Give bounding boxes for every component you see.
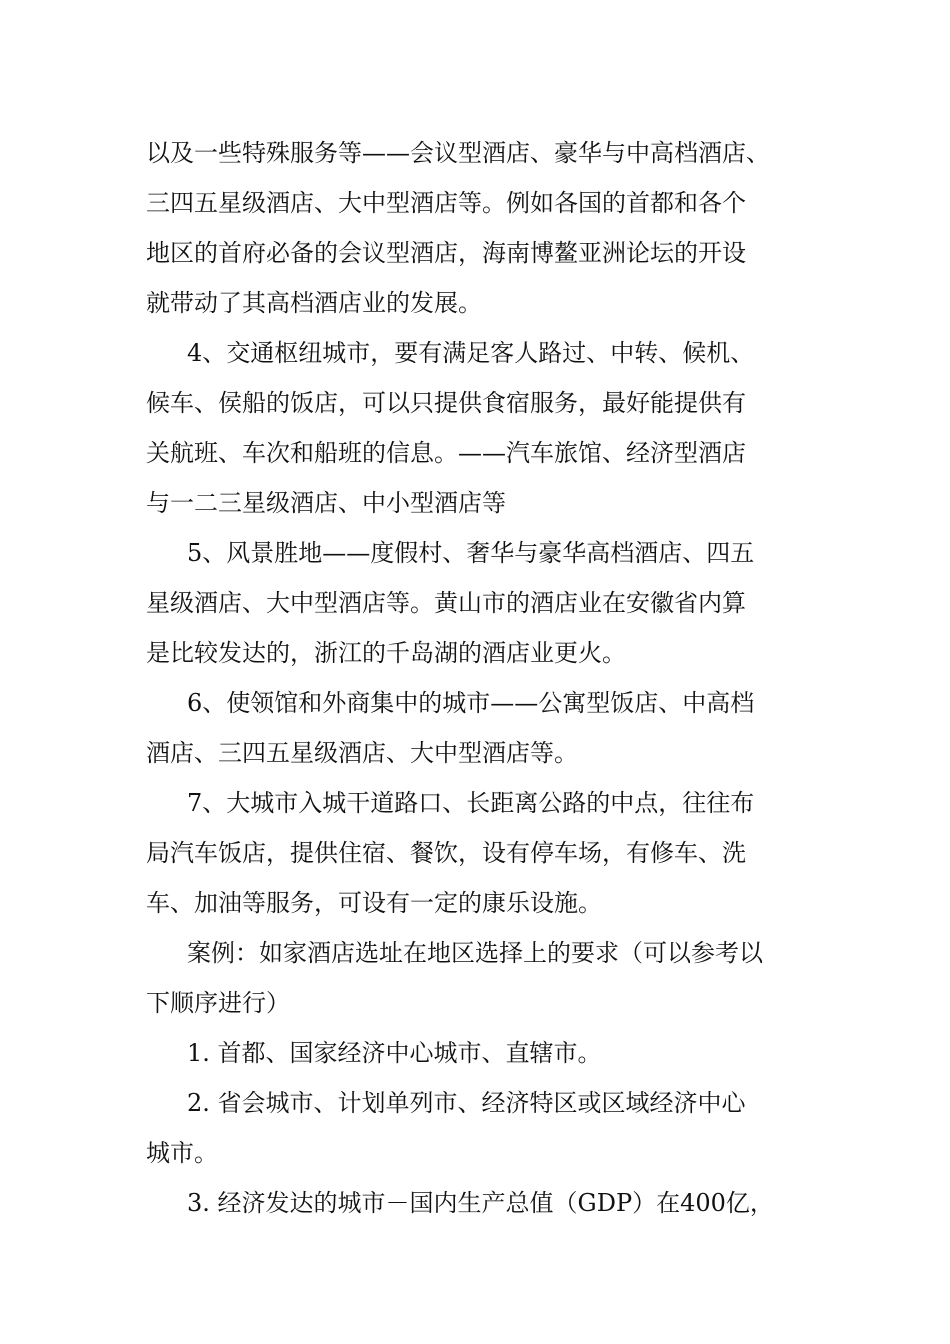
paragraph-line: 5、风景胜地——度假村、奢华与豪华高档酒店、四五 bbox=[187, 539, 755, 567]
paragraph-line: 就带动了其高档酒店业的发展。 bbox=[146, 289, 482, 317]
paragraph-line: 与一二三星级酒店、中小型酒店等 bbox=[146, 489, 506, 517]
paragraph-line: 2. 省会城市、计划单列市、经济特区或区域经济中心 bbox=[187, 1089, 746, 1117]
paragraph-line: 关航班、车次和船班的信息。——汽车旅馆、经济型酒店 bbox=[146, 439, 746, 467]
paragraph-line: 局汽车饭店，提供住宿、餐饮，设有停车场，有修车、洗 bbox=[146, 839, 746, 867]
paragraph-line: 以及一些特殊服务等——会议型酒店、豪华与中高档酒店、 bbox=[146, 139, 770, 167]
paragraph-line: 候车、侯船的饭店，可以只提供食宿服务，最好能提供有 bbox=[146, 389, 746, 417]
paragraph-line: 1. 首都、国家经济中心城市、直辖市。 bbox=[187, 1039, 602, 1067]
paragraph-line: 酒店、三四五星级酒店、大中型酒店等。 bbox=[146, 739, 578, 767]
paragraph-line: 星级酒店、大中型酒店等。黄山市的酒店业在安徽省内算 bbox=[146, 589, 746, 617]
paragraph-line: 4、交通枢纽城市，要有满足客人路过、中转、候机、 bbox=[187, 339, 755, 367]
paragraph-line: 地区的首府必备的会议型酒店，海南博鳌亚洲论坛的开设 bbox=[146, 239, 746, 267]
paragraph-line: 6、使领馆和外商集中的城市——公寓型饭店、中高档 bbox=[187, 689, 755, 717]
paragraph-line: 是比较发达的，浙江的千岛湖的酒店业更火。 bbox=[146, 639, 626, 667]
paragraph-line: 车、加油等服务，可设有一定的康乐设施。 bbox=[146, 889, 602, 917]
paragraph-line: 三四五星级酒店、大中型酒店等。例如各国的首都和各个 bbox=[146, 189, 746, 217]
paragraph-line: 城市。 bbox=[146, 1139, 218, 1167]
paragraph-line: 7、大城市入城干道路口、长距离公路的中点，往往布 bbox=[187, 789, 755, 817]
paragraph-line: 3. 经济发达的城市－国内生产总值（GDP）在400亿， bbox=[187, 1189, 774, 1217]
paragraph-line: 下顺序进行） bbox=[146, 989, 290, 1017]
paragraph-line: 案例：如家酒店选址在地区选择上的要求（可以参考以 bbox=[187, 939, 763, 967]
document-body bbox=[146, 128, 806, 1228]
